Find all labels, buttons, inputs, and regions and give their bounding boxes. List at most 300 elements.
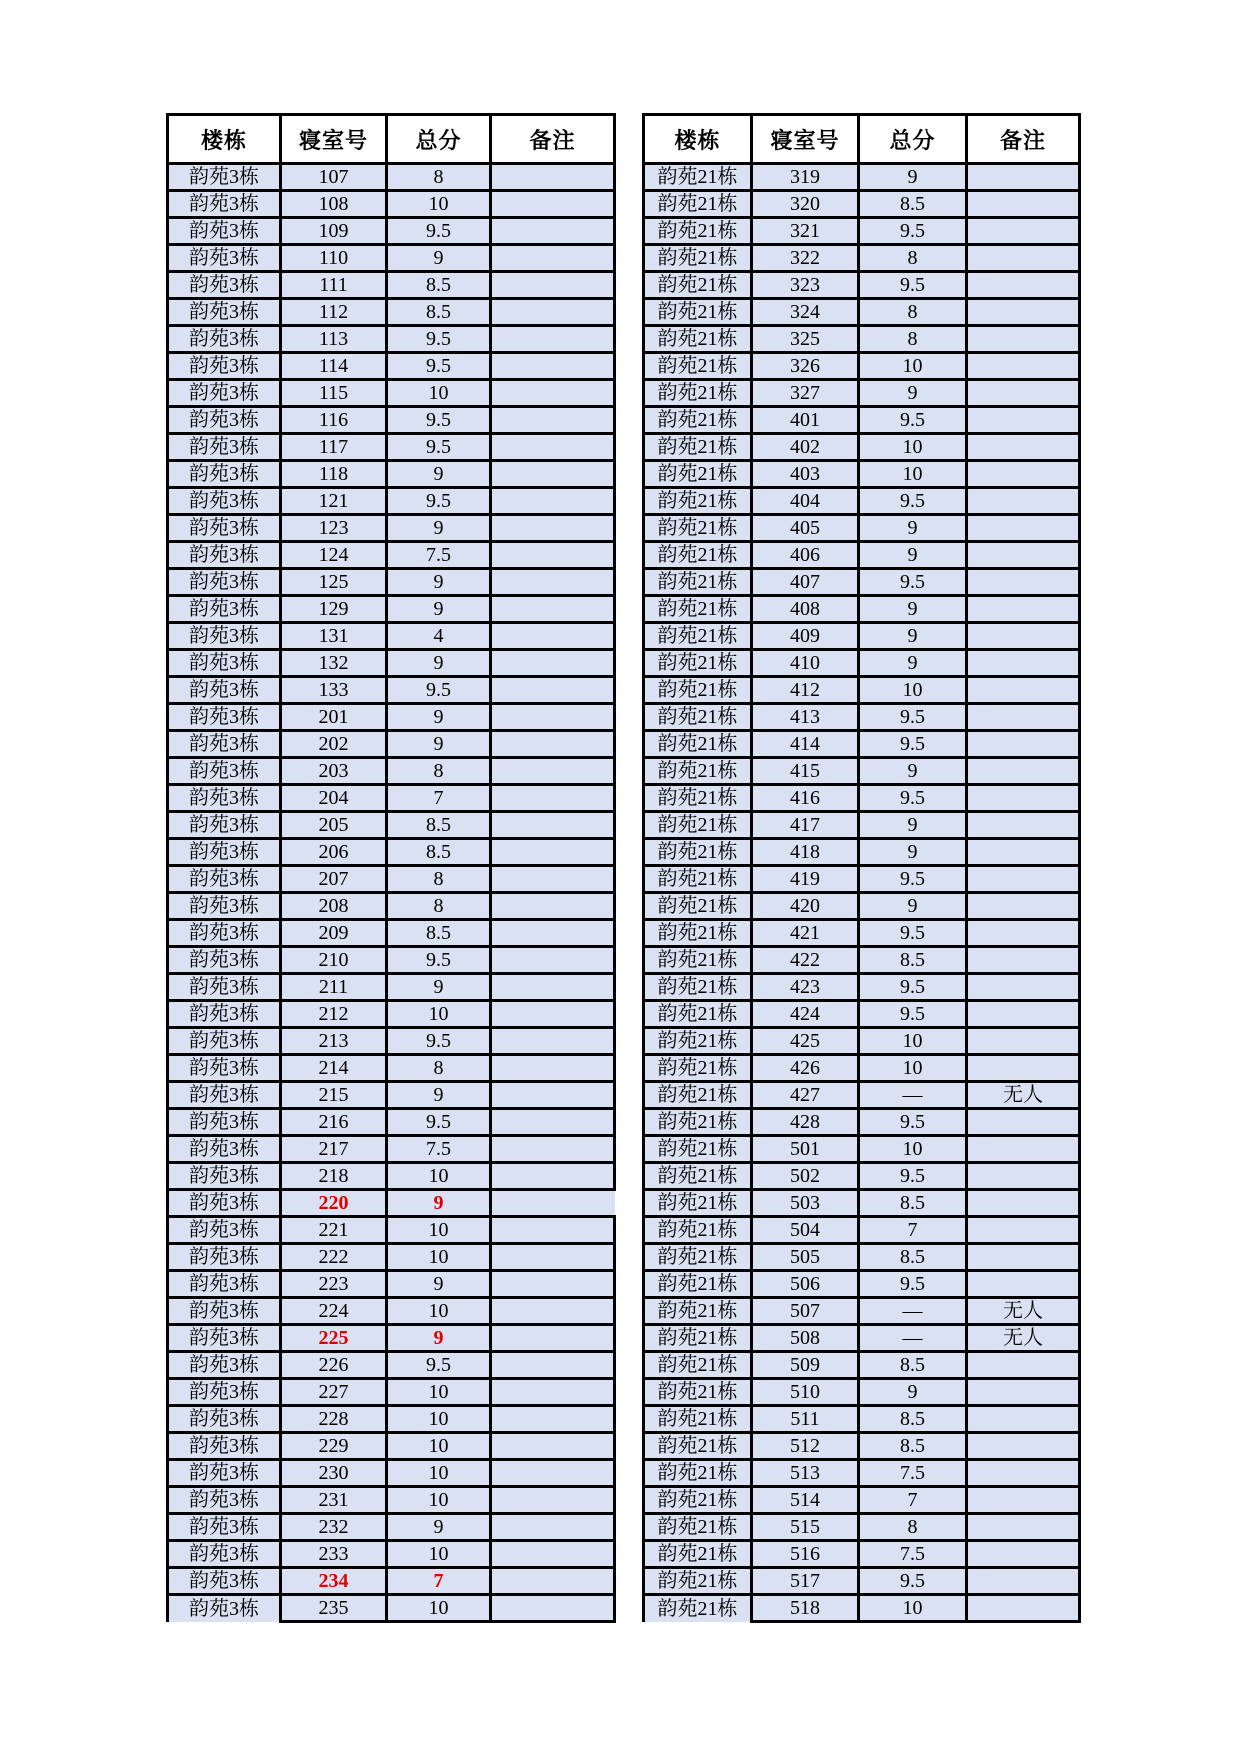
building-cell: 韵苑3栋 [168,812,281,839]
remark-cell [491,677,615,704]
score-cell: 9.5 [387,677,491,704]
table-row [168,1082,615,1109]
building-cell: 韵苑3栋 [168,1541,281,1568]
building-cell: 韵苑21栋 [644,1001,752,1028]
table-row [644,650,1080,677]
building-cell: 韵苑3栋 [168,1379,281,1406]
table-row [644,1406,1080,1433]
table-row [644,569,1080,596]
building-cell: 韵苑3栋 [168,1487,281,1514]
room-cell: 123 [281,515,387,542]
room-cell: 509 [752,1352,859,1379]
remark-cell [967,245,1080,272]
room-cell: 206 [281,839,387,866]
room-cell: 327 [752,380,859,407]
table-row [168,461,615,488]
remark-cell [491,758,615,785]
remark-cell [491,1595,615,1622]
room-cell: 125 [281,569,387,596]
remark-cell [967,650,1080,677]
left-table-body [168,164,615,1622]
room-cell: 116 [281,407,387,434]
table-row [644,1055,1080,1082]
remark-cell [491,1487,615,1514]
column-header-2: 总分 [859,115,967,164]
score-cell: 10 [387,1298,491,1325]
score-cell: 9 [387,515,491,542]
building-cell: 韵苑21栋 [644,542,752,569]
remark-cell [491,191,615,218]
room-cell: 512 [752,1433,859,1460]
score-cell: 10 [387,1163,491,1190]
building-cell: 韵苑3栋 [168,1514,281,1541]
score-cell: 10 [859,1055,967,1082]
table-row [644,731,1080,758]
remark-cell [491,1055,615,1082]
remark-cell [491,515,615,542]
table-row [644,1190,1080,1217]
building-cell: 韵苑3栋 [168,839,281,866]
room-cell: 418 [752,839,859,866]
room-cell: 229 [281,1433,387,1460]
table-row [644,1433,1080,1460]
table-row [168,1433,615,1460]
table-row [168,1163,615,1190]
remark-cell [967,191,1080,218]
remark-cell [967,866,1080,893]
table-row [168,299,615,326]
building-cell: 韵苑3栋 [168,191,281,218]
building-cell: 韵苑21栋 [644,1352,752,1379]
table-row [644,191,1080,218]
score-cell: 9.5 [859,974,967,1001]
score-cell: 8 [859,299,967,326]
remark-cell [491,1325,615,1352]
remark-cell [967,488,1080,515]
building-cell: 韵苑3栋 [168,1028,281,1055]
room-cell: 228 [281,1406,387,1433]
remark-cell [491,1082,615,1109]
table-row [168,1190,615,1217]
score-cell: 8 [387,758,491,785]
score-cell: 10 [387,1595,491,1622]
room-cell: 224 [281,1298,387,1325]
remark-cell [967,1190,1080,1217]
room-cell: 226 [281,1352,387,1379]
room-cell: 505 [752,1244,859,1271]
building-cell: 韵苑21栋 [644,326,752,353]
table-row [168,758,615,785]
table-row [644,461,1080,488]
table-row [168,1244,615,1271]
remark-cell [491,596,615,623]
room-cell: 323 [752,272,859,299]
table-row [644,326,1080,353]
score-cell: 9 [387,731,491,758]
room-cell: 514 [752,1487,859,1514]
remark-cell: 无人 [967,1082,1080,1109]
building-cell: 韵苑3栋 [168,1352,281,1379]
remark-cell [491,1541,615,1568]
table-row [168,1460,615,1487]
table-row [644,1379,1080,1406]
room-cell: 413 [752,704,859,731]
table-row [644,380,1080,407]
building-cell: 韵苑3栋 [168,974,281,1001]
remark-cell [967,515,1080,542]
building-cell: 韵苑21栋 [644,1082,752,1109]
score-cell: 4 [387,623,491,650]
room-cell: 225 [281,1325,387,1352]
building-cell: 韵苑3栋 [168,866,281,893]
table-row [644,623,1080,650]
building-cell: 韵苑21栋 [644,866,752,893]
table-row [644,866,1080,893]
table-row [168,704,615,731]
left-score-table [166,113,616,1623]
room-cell: 204 [281,785,387,812]
score-cell: 8 [387,893,491,920]
remark-cell [491,974,615,1001]
room-cell: 507 [752,1298,859,1325]
score-cell: 10 [859,1136,967,1163]
score-cell: 10 [387,1244,491,1271]
remark-cell [967,731,1080,758]
room-cell: 114 [281,353,387,380]
building-cell: 韵苑21栋 [644,1406,752,1433]
table-row [644,1595,1080,1622]
room-cell: 218 [281,1163,387,1190]
remark-cell [491,1136,615,1163]
room-cell: 108 [281,191,387,218]
building-cell: 韵苑21栋 [644,1325,752,1352]
building-cell: 韵苑21栋 [644,218,752,245]
table-row [168,785,615,812]
remark-cell [491,1298,615,1325]
score-cell: 9.5 [387,218,491,245]
score-cell: 7 [387,1568,491,1595]
building-cell: 韵苑21栋 [644,893,752,920]
table-row [168,731,615,758]
score-cell: 10 [387,191,491,218]
remark-cell [491,164,615,191]
room-cell: 503 [752,1190,859,1217]
table-row [168,677,615,704]
remark-cell [967,1595,1080,1622]
table-row [644,812,1080,839]
header-row [644,115,1080,164]
remark-cell [967,1244,1080,1271]
room-cell: 403 [752,461,859,488]
remark-cell [967,758,1080,785]
room-cell: 422 [752,947,859,974]
right-score-table [642,113,1081,1623]
building-cell: 韵苑21栋 [644,704,752,731]
remark-cell [491,1568,615,1595]
score-cell: 8.5 [387,272,491,299]
building-cell: 韵苑21栋 [644,488,752,515]
score-cell: 8 [387,1055,491,1082]
room-cell: 210 [281,947,387,974]
room-cell: 517 [752,1568,859,1595]
room-cell: 409 [752,623,859,650]
score-cell: 9.5 [859,866,967,893]
table-row [644,1487,1080,1514]
score-cell: 9 [387,1514,491,1541]
table-row [168,1541,615,1568]
building-cell: 韵苑21栋 [644,245,752,272]
table-row [168,1487,615,1514]
table-row [168,1406,615,1433]
remark-cell [967,569,1080,596]
remark-cell [967,596,1080,623]
room-cell: 231 [281,1487,387,1514]
table-row [168,1379,615,1406]
score-cell: 10 [859,461,967,488]
remark-cell [967,1136,1080,1163]
score-cell: 9.5 [859,1568,967,1595]
building-cell: 韵苑21栋 [644,191,752,218]
remark-cell [491,488,615,515]
score-cell: 9 [387,704,491,731]
room-cell: 232 [281,1514,387,1541]
score-cell: 9.5 [387,326,491,353]
score-cell: 7.5 [859,1541,967,1568]
table-row [168,353,615,380]
room-cell: 131 [281,623,387,650]
table-row [644,515,1080,542]
score-cell: 9 [859,164,967,191]
room-cell: 209 [281,920,387,947]
table-row [168,839,615,866]
building-cell: 韵苑21栋 [644,1190,752,1217]
score-cell: 9.5 [387,407,491,434]
remark-cell [491,407,615,434]
score-cell: 8.5 [387,839,491,866]
score-cell: 9.5 [859,407,967,434]
room-cell: 419 [752,866,859,893]
building-cell: 韵苑3栋 [168,245,281,272]
room-cell: 326 [752,353,859,380]
score-cell: 9 [387,650,491,677]
building-cell: 韵苑21栋 [644,1163,752,1190]
building-cell: 韵苑3栋 [168,164,281,191]
building-cell: 韵苑3栋 [168,515,281,542]
table-row [644,218,1080,245]
score-cell: 9 [387,974,491,1001]
room-cell: 408 [752,596,859,623]
room-cell: 111 [281,272,387,299]
score-cell: 9.5 [387,434,491,461]
remark-cell [491,245,615,272]
score-cell: 9.5 [387,1352,491,1379]
building-cell: 韵苑3栋 [168,1055,281,1082]
score-cell: 9.5 [859,1271,967,1298]
table-row [168,1298,615,1325]
table-row [168,920,615,947]
remark-cell [491,353,615,380]
score-cell: — [859,1325,967,1352]
room-cell: 415 [752,758,859,785]
building-cell: 韵苑3栋 [168,623,281,650]
table-row [644,299,1080,326]
remark-cell [491,1190,615,1217]
remark-cell [491,380,615,407]
room-cell: 235 [281,1595,387,1622]
table-row [168,245,615,272]
room-cell: 109 [281,218,387,245]
building-cell: 韵苑3栋 [168,1406,281,1433]
score-cell: 9 [387,245,491,272]
room-cell: 423 [752,974,859,1001]
score-cell: 10 [387,1541,491,1568]
table-row [644,1541,1080,1568]
remark-cell [491,1514,615,1541]
building-cell: 韵苑21栋 [644,947,752,974]
score-cell: 9 [387,1082,491,1109]
remark-cell [967,218,1080,245]
remark-cell [967,677,1080,704]
room-cell: 205 [281,812,387,839]
building-cell: 韵苑21栋 [644,812,752,839]
column-header-2: 总分 [387,115,491,164]
remark-cell [491,785,615,812]
building-cell: 韵苑3栋 [168,596,281,623]
remark-cell [491,1109,615,1136]
room-cell: 504 [752,1217,859,1244]
building-cell: 韵苑3栋 [168,1244,281,1271]
remark-cell [967,1460,1080,1487]
score-cell: 8.5 [387,812,491,839]
room-cell: 424 [752,1001,859,1028]
remark-cell [967,1379,1080,1406]
building-cell: 韵苑21栋 [644,569,752,596]
building-cell: 韵苑21栋 [644,1217,752,1244]
left-table-header [168,115,615,164]
remark-cell [967,272,1080,299]
remark-cell [491,542,615,569]
score-cell: 7.5 [387,542,491,569]
table-row [644,974,1080,1001]
score-cell: 9.5 [859,569,967,596]
score-cell: 10 [859,434,967,461]
table-row [168,1028,615,1055]
room-cell: 230 [281,1460,387,1487]
remark-cell [491,299,615,326]
score-cell: 9 [859,515,967,542]
column-header-0: 楼栋 [644,115,752,164]
score-cell: 9.5 [859,218,967,245]
remark-cell [967,1163,1080,1190]
score-cell: 10 [859,677,967,704]
column-header-1: 寝室号 [752,115,859,164]
score-cell: 9.5 [387,947,491,974]
room-cell: 213 [281,1028,387,1055]
score-cell: 8.5 [859,1190,967,1217]
remark-cell [491,1244,615,1271]
room-cell: 215 [281,1082,387,1109]
building-cell: 韵苑21栋 [644,758,752,785]
score-cell: 10 [387,380,491,407]
room-cell: 402 [752,434,859,461]
building-cell: 韵苑21栋 [644,623,752,650]
table-row [168,434,615,461]
room-cell: 513 [752,1460,859,1487]
building-cell: 韵苑3栋 [168,785,281,812]
table-row [644,1109,1080,1136]
score-cell: 8.5 [387,920,491,947]
table-row [644,542,1080,569]
room-cell: 405 [752,515,859,542]
score-cell: — [859,1298,967,1325]
building-cell: 韵苑3栋 [168,353,281,380]
remark-cell [967,893,1080,920]
remark-cell [967,1109,1080,1136]
room-cell: 325 [752,326,859,353]
building-cell: 韵苑21栋 [644,299,752,326]
table-row [168,1109,615,1136]
building-cell: 韵苑21栋 [644,839,752,866]
table-row [644,1082,1080,1109]
remark-cell [967,704,1080,731]
room-cell: 201 [281,704,387,731]
table-row [644,893,1080,920]
remark-cell [967,461,1080,488]
score-cell: 9 [859,596,967,623]
building-cell: 韵苑21栋 [644,434,752,461]
table-row [644,1163,1080,1190]
header-row [168,115,615,164]
score-cell: 8.5 [859,1406,967,1433]
building-cell: 韵苑21栋 [644,1028,752,1055]
table-row [168,974,615,1001]
room-cell: 113 [281,326,387,353]
building-cell: 韵苑3栋 [168,272,281,299]
score-cell: 10 [387,1217,491,1244]
building-cell: 韵苑21栋 [644,731,752,758]
room-cell: 211 [281,974,387,1001]
room-cell: 425 [752,1028,859,1055]
remark-cell [491,461,615,488]
table-row [644,920,1080,947]
room-cell: 414 [752,731,859,758]
building-cell: 韵苑21栋 [644,1595,752,1622]
table-row [644,245,1080,272]
remark-cell [967,1568,1080,1595]
table-row [168,272,615,299]
room-cell: 107 [281,164,387,191]
remark-cell [491,1217,615,1244]
table-row [168,596,615,623]
room-cell: 223 [281,1271,387,1298]
score-cell: 9.5 [387,488,491,515]
score-cell: 10 [859,353,967,380]
table-row [168,1001,615,1028]
remark-cell [491,1271,615,1298]
score-cell: 9.5 [387,353,491,380]
room-cell: 208 [281,893,387,920]
room-cell: 222 [281,1244,387,1271]
room-cell: 428 [752,1109,859,1136]
score-cell: 9.5 [859,1109,967,1136]
remark-cell [491,731,615,758]
building-cell: 韵苑3栋 [168,1325,281,1352]
table-row [644,947,1080,974]
score-cell: 9 [387,1271,491,1298]
room-cell: 217 [281,1136,387,1163]
building-cell: 韵苑3栋 [168,1163,281,1190]
score-cell: 9.5 [859,920,967,947]
